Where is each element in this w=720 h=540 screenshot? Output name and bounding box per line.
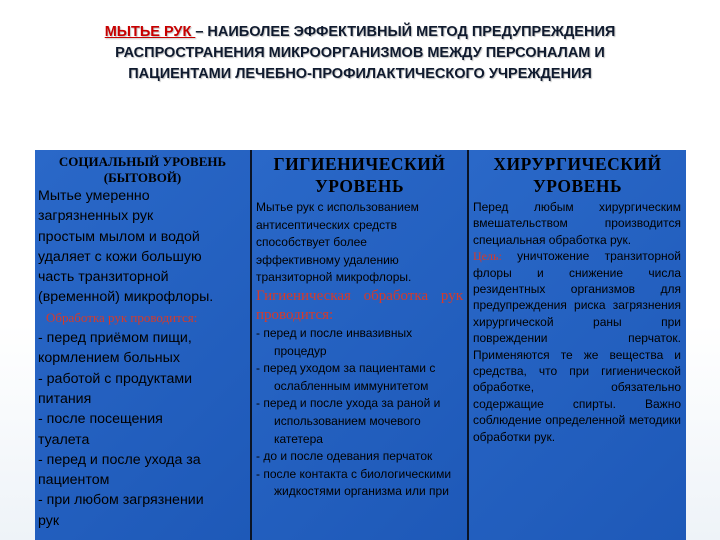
social-body [35, 186, 250, 531]
social-intro-line: (временной) микрофлоры. [38, 289, 214, 306]
social-list-item: - перед приёмом пищи, [38, 330, 192, 347]
social-list-item: - после посещения [38, 411, 163, 428]
hygienic-heading [252, 150, 467, 197]
hygienic-intro-line: способствует более [256, 235, 367, 250]
surgical-paragraph-1: Перед любым хирургическим вмешательством производится специальная обработка рук. [473, 200, 681, 247]
social-heading-line-2: (БЫТОВОЙ) [103, 170, 182, 185]
social-list-item: - перед и после ухода за [38, 451, 201, 468]
column-surgical [469, 150, 686, 540]
social-intro-line: Мытье умеренно [38, 188, 150, 204]
social-list-item: пациентом [38, 472, 110, 489]
hygienic-intro-line: эффективному удалению [256, 252, 399, 267]
hygienic-body [252, 197, 467, 501]
social-intro-line: загрязненных рук [38, 208, 154, 225]
surgical-heading [469, 150, 686, 197]
hygienic-heading-line-1: ГИГИЕНИЧЕСКИЙ [273, 154, 446, 174]
hygienic-intro-line: антисептических средств [256, 217, 398, 232]
social-intro-line: простым мылом и водой [38, 228, 200, 245]
hygienic-list-item: - перед и после инвазивных процедур [256, 325, 413, 358]
social-list-item: питания [38, 390, 92, 407]
surgical-goal-label: Цель: [473, 249, 502, 264]
hygienic-heading-line-2: УРОВЕНЬ [314, 176, 405, 196]
hygienic-subhead: Гигиеническая обработка рук проводится: [256, 287, 463, 323]
levels-table [35, 150, 686, 540]
social-list-item: туалета [38, 431, 90, 448]
hygienic-intro-line: Мытье рук с использованием [256, 200, 419, 214]
title-line-2: РАСПРОСТРАНЕНИЯ МИКРООРГАНИЗМОВ МЕЖДУ ПЕРСОНАЛАМ И [115, 45, 605, 61]
social-list-item: - работой с продуктами [38, 370, 193, 387]
title-line-1: – НАИБОЛЕЕ ЭФФЕКТИВНЫЙ МЕТОД ПРЕДУПРЕЖДЕНИЯ [195, 24, 616, 40]
hygienic-list-item: - перед уходом за пациентами с ослабленным иммунитетом [256, 361, 436, 393]
hygienic-list-item: - перед и после ухода за раной и использованием мочевого катетера [256, 396, 441, 446]
title-line-3: ПАЦИЕНТАМИ ЛЕЧЕБНО-ПРОФИЛАКТИЧЕСКОГО УЧРЕЖДЕНИЯ [128, 66, 592, 82]
column-hygienic [252, 150, 467, 540]
surgical-heading-line-2: УРОВЕНЬ [532, 176, 623, 196]
surgical-paragraph-2: уничтожение транзиторной флоры и снижение числа резидентных организмов для предупреждения риска загрязнения хирургической раны при повреждении перчаток. Применяются те же вещества и средства, что при гигиенической обработке, обязательно содержащие спирты. Важно соблюдение определенной методики обработки рук. [473, 249, 681, 444]
title-highlight: МЫТЬЕ РУК [104, 24, 196, 40]
social-intro-line: часть транзиторной [38, 269, 169, 286]
social-subhead: Обработка рук проводится: [46, 309, 198, 325]
column-social [35, 150, 250, 540]
hygienic-list-item: - до и после одевания перчаток [256, 449, 433, 464]
surgical-heading-line-1: ХИРУРГИЧЕСКИЙ [493, 154, 662, 174]
social-list-item: рук [38, 512, 60, 529]
social-heading [35, 150, 250, 186]
social-list-item: - при любом загрязнении [38, 492, 204, 509]
social-list-item: кормлением больных [38, 350, 180, 367]
hygienic-list-item: - после контакта с биологическими жидкостями организма или при [256, 466, 452, 499]
social-heading-line-1: СОЦИАЛЬНЫЙ УРОВЕНЬ [58, 154, 227, 169]
slide-title [20, 22, 700, 85]
surgical-body [469, 197, 686, 445]
hygienic-intro-line: транзиторной микрофлоры. [256, 270, 412, 285]
social-intro-line: удаляет с кожи большую [38, 248, 202, 265]
